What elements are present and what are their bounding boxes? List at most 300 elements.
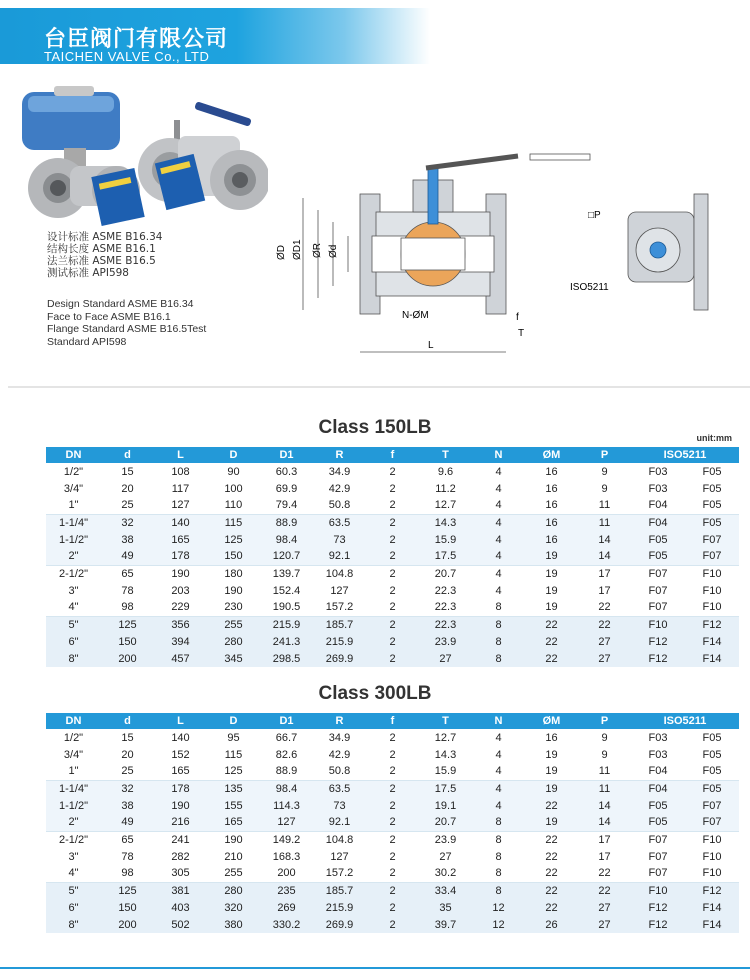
table-cell: 200 (277, 867, 296, 880)
table-cell: 2 (389, 499, 396, 512)
table-cell: 17 (598, 584, 611, 597)
column-header: D1 (260, 713, 313, 729)
table-cell: 135 (207, 780, 260, 797)
table-cell: 2 (366, 814, 419, 831)
table-cell: 110 (224, 499, 243, 512)
table-cell: 2 (389, 465, 396, 478)
table-cell: 19 (545, 765, 558, 778)
dim-label-f: f (516, 312, 519, 323)
table-cell: 42.9 (328, 748, 351, 761)
table-cell: 125 (101, 882, 154, 899)
table-cell: 127 (171, 499, 190, 512)
table-cell: 15 (121, 731, 134, 744)
table-cell: F12 (631, 633, 685, 650)
table-row (46, 763, 739, 780)
table-cell: 215.9 (313, 633, 366, 650)
table-cell: 22.3 (434, 584, 457, 597)
table-cell: 88.9 (260, 514, 313, 531)
table-cell: F04 (648, 765, 668, 778)
table-cell: 12.7 (434, 731, 457, 744)
column-header: d (101, 447, 154, 463)
table-cell: 22.3 (419, 616, 472, 633)
table-cell: 49 (101, 814, 154, 831)
table-cell: 150 (101, 899, 154, 916)
table-cell: 38 (101, 531, 154, 548)
table-cell: 2 (389, 765, 396, 778)
table-cell: 8 (472, 633, 525, 650)
table-cell: 22 (525, 831, 578, 848)
table-cell: F04 (631, 514, 685, 531)
class150-title: Class 150LB (318, 417, 432, 438)
table-cell: 9 (601, 482, 608, 495)
table-cell: 150 (207, 548, 260, 565)
column-header: f (366, 713, 419, 729)
table-row (46, 797, 739, 814)
table-cell: 125 (224, 765, 243, 778)
table-cell: 8 (472, 650, 525, 667)
column-header: T (419, 447, 472, 463)
table-cell: 73 (313, 797, 366, 814)
table-cell: 22 (525, 633, 578, 650)
table-cell: 269.9 (313, 650, 366, 667)
table-cell: 157.2 (325, 867, 354, 880)
table-cell: 50.8 (328, 499, 351, 512)
table-row (46, 463, 739, 480)
table-cell: F10 (702, 850, 722, 863)
table-cell: F04 (648, 499, 668, 512)
table-cell: 8 (495, 867, 502, 880)
table-cell: 22 (598, 601, 611, 614)
table-cell: 12 (472, 916, 525, 933)
table-cell: 27 (439, 850, 452, 863)
table-cell: 50.8 (328, 765, 351, 778)
iso-label: ISO5211 (570, 282, 609, 293)
table-cell: 6" (46, 633, 101, 650)
table-cell: 98 (121, 867, 134, 880)
table-cell: F14 (685, 650, 739, 667)
table-cell: 120.7 (260, 548, 313, 565)
table-cell: 16 (545, 482, 558, 495)
column-header: N (472, 713, 525, 729)
standard-line: Face to Face ASME B16.1 (47, 310, 171, 323)
header-banner (0, 8, 430, 64)
table-cell: 6" (46, 899, 101, 916)
table-cell: 241.3 (260, 633, 313, 650)
table-cell: 19.1 (419, 797, 472, 814)
table-row (46, 582, 739, 599)
table-cell: 34.9 (328, 731, 351, 744)
table-cell: F10 (685, 831, 739, 848)
table-cell: 8 (472, 814, 525, 831)
table-cell: 38 (101, 797, 154, 814)
table-cell: 115 (207, 514, 260, 531)
table-cell: F05 (631, 797, 685, 814)
table-cell: 19 (525, 565, 578, 582)
table-cell: 88.9 (275, 765, 298, 778)
table-cell: F03 (648, 731, 668, 744)
table-cell: 108 (171, 465, 190, 478)
column-header: d (101, 713, 154, 729)
header-row (46, 713, 739, 729)
table-cell: 5" (46, 882, 101, 899)
valve-product-photo (18, 80, 268, 235)
table-cell: F03 (648, 465, 668, 478)
column-header: N (472, 447, 525, 463)
table-cell: 25 (121, 765, 134, 778)
table-cell: 394 (154, 633, 207, 650)
table-row (46, 729, 739, 746)
table-cell: F12 (685, 616, 739, 633)
table-cell: 49 (101, 548, 154, 565)
table-cell: 11 (578, 514, 631, 531)
table-cell: F10 (702, 584, 722, 597)
table-cell: 23.9 (419, 831, 472, 848)
table-cell: 152.4 (272, 584, 301, 597)
column-header: T (419, 713, 472, 729)
table-cell: 17 (578, 831, 631, 848)
dim-label-T: T (518, 328, 525, 339)
table-cell: 9 (601, 748, 608, 761)
dim-label-D1: ØD1 (292, 239, 303, 260)
table-cell: 2" (46, 814, 101, 831)
table-cell: 90 (227, 465, 240, 478)
table-cell: 1-1/4" (46, 780, 101, 797)
table-cell: 39.7 (419, 916, 472, 933)
table-cell: 22 (578, 616, 631, 633)
column-header: P (578, 447, 631, 463)
table-cell: 4 (495, 584, 502, 597)
table-cell: 2 (389, 748, 396, 761)
table-row (46, 531, 739, 548)
table-row (46, 616, 739, 633)
valve-section-drawing (268, 132, 738, 367)
table-cell: F07 (685, 797, 739, 814)
table-cell: 78 (121, 850, 134, 863)
table-cell: 16 (525, 514, 578, 531)
table-cell: 19 (545, 584, 558, 597)
table-cell: 216 (154, 814, 207, 831)
table-cell: F10 (685, 565, 739, 582)
table-row (46, 831, 739, 848)
table-cell: 11 (598, 499, 611, 512)
table-cell: 1/2" (63, 731, 84, 744)
table-cell: 15.9 (434, 765, 457, 778)
column-header: L (154, 447, 207, 463)
table-cell: 2 (366, 633, 419, 650)
table-cell: 190 (224, 584, 243, 597)
table-cell: 269.9 (313, 916, 366, 933)
dim-label-d: Ød (328, 244, 339, 258)
table-cell: 19 (525, 548, 578, 565)
table-body (46, 729, 739, 933)
table-cell: 180 (207, 565, 260, 582)
table-cell: 22 (598, 867, 611, 880)
table-cell: F05 (702, 748, 722, 761)
table-cell: 127 (330, 584, 349, 597)
column-header: L (154, 713, 207, 729)
column-header: DN (46, 447, 101, 463)
table-cell: 27 (578, 633, 631, 650)
table-cell: 27 (578, 916, 631, 933)
standard-line: 测试标准 API598 (47, 267, 129, 279)
table-cell: 2 (389, 867, 396, 880)
table-cell: 165 (207, 814, 260, 831)
dim-label-R: ØR (312, 243, 323, 258)
standards-en (47, 298, 206, 348)
table-cell: F10 (631, 616, 685, 633)
table-cell: 190.5 (272, 601, 301, 614)
table-cell: 8" (46, 916, 101, 933)
table-cell: 65 (101, 565, 154, 582)
table-cell: 8 (472, 882, 525, 899)
table-cell: 2 (366, 548, 419, 565)
table-cell: F05 (702, 731, 722, 744)
table-cell: 19 (545, 601, 558, 614)
table-cell: F03 (648, 482, 668, 495)
dim-label-NM: N-ØM (402, 310, 429, 321)
table-cell: 98.4 (260, 531, 313, 548)
table-cell: 178 (154, 548, 207, 565)
table-cell: 16 (545, 731, 558, 744)
table-cell: 2 (366, 916, 419, 933)
table-cell: F05 (631, 548, 685, 565)
table-cell: F07 (648, 601, 668, 614)
table-cell: 14 (578, 531, 631, 548)
table-cell: 22 (545, 867, 558, 880)
table-cell: 30.2 (434, 867, 457, 880)
table-cell: 149.2 (260, 831, 313, 848)
table-cell: 2-1/2" (46, 831, 101, 848)
table-cell: F05 (702, 499, 722, 512)
dim-label-D: ØD (276, 245, 287, 260)
table-cell: 19 (525, 814, 578, 831)
table-cell: 22 (545, 850, 558, 863)
table-cell: 82.6 (275, 748, 298, 761)
table-cell: 140 (154, 514, 207, 531)
column-header: R (313, 447, 366, 463)
table-cell: F07 (648, 867, 668, 880)
table-cell: 66.7 (275, 731, 298, 744)
table-row (46, 497, 739, 514)
table-cell: 104.8 (313, 565, 366, 582)
table-cell: 157.2 (325, 601, 354, 614)
table-cell: 32 (101, 514, 154, 531)
table-cell: 73 (313, 531, 366, 548)
table-cell: F05 (631, 814, 685, 831)
table-cell: 16 (545, 499, 558, 512)
table-cell: 381 (154, 882, 207, 899)
table-cell: 12 (472, 899, 525, 916)
table-cell: 2 (389, 601, 396, 614)
table-cell: 139.7 (260, 565, 313, 582)
table-cell: 255 (207, 616, 260, 633)
column-header: ISO5211 (631, 713, 739, 729)
table-cell: F04 (631, 780, 685, 797)
table-cell: 320 (207, 899, 260, 916)
table-cell: 22.3 (434, 601, 457, 614)
table-cell: 63.5 (313, 514, 366, 531)
table-cell: 26 (525, 916, 578, 933)
table-cell: 15 (121, 465, 134, 478)
table-cell: F07 (685, 531, 739, 548)
table-cell: 1" (68, 765, 79, 778)
table-cell: 17.5 (419, 780, 472, 797)
table-cell: 2 (389, 731, 396, 744)
unit-label: unit:mm (696, 433, 732, 443)
column-header: P (578, 713, 631, 729)
table-cell: 127 (330, 850, 349, 863)
table-cell: F14 (685, 899, 739, 916)
table-cell: 4 (495, 465, 502, 478)
table-cell: 65 (101, 831, 154, 848)
table-cell: 178 (154, 780, 207, 797)
table-cell: 2 (389, 482, 396, 495)
table-cell: 11.2 (435, 482, 456, 495)
table-cell: 15.9 (419, 531, 472, 548)
table-cell: 22 (525, 899, 578, 916)
table-cell: 22 (525, 650, 578, 667)
table-cell: F12 (631, 916, 685, 933)
table-cell: 8 (472, 831, 525, 848)
table-cell: 60.3 (275, 465, 298, 478)
table-cell: 100 (224, 482, 243, 495)
table-cell: 2 (366, 514, 419, 531)
table-cell: 155 (207, 797, 260, 814)
table-cell: 16 (525, 531, 578, 548)
table-cell: 215.9 (260, 616, 313, 633)
table-cell: 4 (495, 731, 502, 744)
table-cell: 2" (46, 548, 101, 565)
table-cell: 42.9 (328, 482, 351, 495)
table-cell: 2 (366, 797, 419, 814)
table-cell: 20.7 (419, 565, 472, 582)
table-cell: 23.9 (419, 633, 472, 650)
table-cell: 20.7 (419, 814, 472, 831)
table-row (46, 746, 739, 763)
table-header (46, 713, 739, 729)
table-cell: 230 (224, 601, 243, 614)
table-cell: 98 (121, 601, 134, 614)
table-cell: 2 (366, 780, 419, 797)
table-cell: 35 (419, 899, 472, 916)
table-cell: F05 (631, 531, 685, 548)
table-cell: 11 (578, 780, 631, 797)
column-header: DN (46, 713, 101, 729)
table-cell: F07 (685, 548, 739, 565)
table-cell: 200 (101, 916, 154, 933)
table-cell: 14 (578, 814, 631, 831)
table-cell: 190 (207, 831, 260, 848)
table-cell: 229 (171, 601, 190, 614)
table-cell: 17.5 (419, 548, 472, 565)
column-header: R (313, 713, 366, 729)
table-cell: 27 (578, 899, 631, 916)
table-row (46, 865, 739, 882)
standard-line: 结构长度 ASME B16.1 (47, 243, 156, 255)
table-cell: 1-1/4" (46, 514, 101, 531)
standard-line: 设计标准 ASME B16.34 (47, 231, 163, 243)
table-cell: 4 (495, 765, 502, 778)
table-cell: 1-1/2" (46, 797, 101, 814)
table-cell: 4 (472, 514, 525, 531)
table-cell: 17 (578, 565, 631, 582)
table-cell: 215.9 (313, 899, 366, 916)
table-cell: F07 (631, 565, 685, 582)
table-cell: 92.1 (313, 814, 366, 831)
table-cell: 63.5 (313, 780, 366, 797)
class150-table (46, 447, 739, 667)
table-cell: 34.9 (328, 465, 351, 478)
table-row (46, 514, 739, 531)
table-cell: 8 (495, 850, 502, 863)
table-cell: 12.7 (434, 499, 457, 512)
table-cell: 4 (472, 565, 525, 582)
class300-title: Class 300LB (318, 683, 432, 704)
table-cell: F05 (702, 482, 722, 495)
header-row (46, 447, 739, 463)
table-cell: 165 (154, 531, 207, 548)
column-header: ØM (525, 447, 578, 463)
table-row (46, 650, 739, 667)
table-cell: 190 (154, 797, 207, 814)
standard-line: Standard API598 (47, 335, 127, 348)
table-cell: F14 (685, 916, 739, 933)
table-cell: 3" (68, 850, 79, 863)
table-cell: 345 (207, 650, 260, 667)
column-header: ISO5211 (631, 447, 739, 463)
table-cell: 457 (154, 650, 207, 667)
table-row (46, 814, 739, 831)
table-row (46, 882, 739, 899)
table-cell: 1/2" (63, 465, 84, 478)
table-cell: 8" (46, 650, 101, 667)
table-cell: F03 (648, 748, 668, 761)
table-cell: 255 (224, 867, 243, 880)
table-cell: 4 (472, 548, 525, 565)
table-row (46, 633, 739, 650)
table-cell: F05 (685, 514, 739, 531)
table-cell: 305 (171, 867, 190, 880)
table-cell: F10 (702, 601, 722, 614)
table-cell: 282 (171, 850, 190, 863)
table-cell: 19 (525, 780, 578, 797)
table-cell: F14 (685, 633, 739, 650)
table-cell: 27 (419, 650, 472, 667)
table-cell: 14 (578, 797, 631, 814)
table-cell: F07 (631, 831, 685, 848)
company-name-cn: 台臣阀门有限公司 (44, 27, 229, 52)
table-cell: 17 (598, 850, 611, 863)
table-cell: 235 (260, 882, 313, 899)
table-cell: 280 (207, 882, 260, 899)
table-cell: 22 (578, 882, 631, 899)
table-cell: 200 (101, 650, 154, 667)
table-cell: 125 (101, 616, 154, 633)
table-row (46, 916, 739, 933)
table-cell: 114.3 (260, 797, 313, 814)
standard-line: Design Standard ASME B16.34 (47, 298, 194, 310)
company-name-en: TAICHEN VALVE Co., LTD (44, 49, 210, 64)
table-cell: 380 (207, 916, 260, 933)
table-cell: 104.8 (313, 831, 366, 848)
table-cell: 2 (366, 565, 419, 582)
table-cell: 95 (227, 731, 240, 744)
table-row (46, 480, 739, 497)
standards-cn (47, 231, 162, 279)
table-cell: 210 (224, 850, 243, 863)
table-cell: 25 (121, 499, 134, 512)
table-cell: 33.4 (419, 882, 472, 899)
